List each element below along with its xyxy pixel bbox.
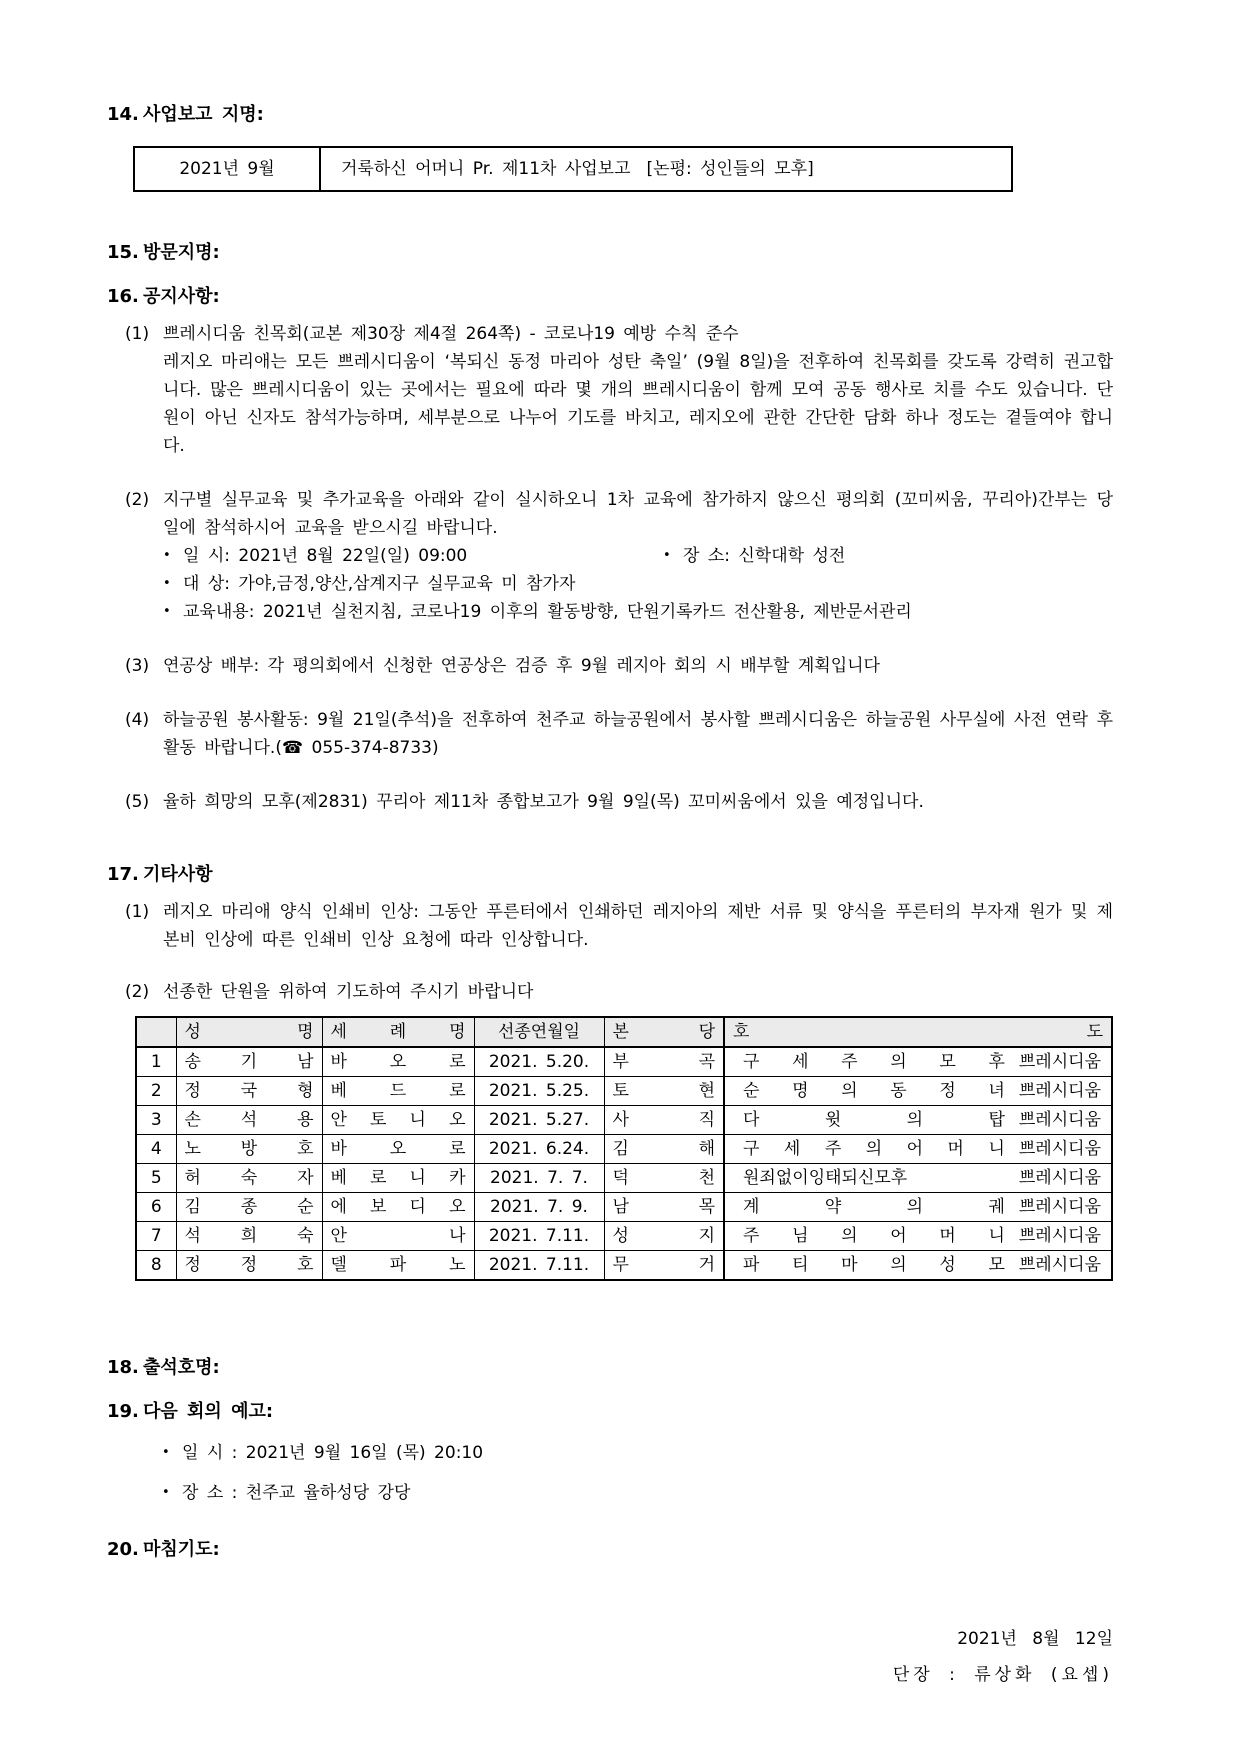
bullet-icon: • [163, 604, 171, 619]
table-row [136, 1077, 1112, 1106]
presidium-cell [724, 1251, 1112, 1281]
presidium-wrap [733, 1106, 1103, 1134]
baptismal-name: 안 토 니 오 [322, 1106, 474, 1135]
report-month-cell: 2021년 9월 [134, 147, 320, 191]
signature-block [107, 1621, 1113, 1693]
section-title: 사업보고 지명: [143, 104, 264, 125]
section-number: 20. [107, 1539, 139, 1560]
section-title: 다음 회의 예고: [143, 1401, 274, 1422]
presidium-unit-label: 쁘레시디움 [1018, 1168, 1101, 1188]
baptismal-name: 델 파 노 [322, 1251, 474, 1281]
bullet-icon: • [162, 1485, 170, 1500]
presidium-unit-label: 쁘레시디움 [1018, 1110, 1101, 1130]
section-number: 17. [107, 864, 139, 885]
section-17-heading [107, 860, 1113, 890]
death-date: 2021. 7.11. [474, 1222, 604, 1251]
death-date: 2021. 5.27. [474, 1106, 604, 1135]
notice-item-2 [125, 486, 1113, 626]
presidium-title: 순 명 의 동 정 녀 [743, 1081, 1005, 1101]
presidium-cell [724, 1193, 1112, 1222]
section-16-heading [107, 282, 1113, 312]
section-title: 출석호명: [143, 1357, 220, 1378]
section-title: 기타사항 [143, 864, 213, 885]
member-name: 송 기 남 [176, 1047, 322, 1077]
row-number: 5 [136, 1164, 176, 1193]
member-name: 노 방 호 [176, 1135, 322, 1164]
section-number: 18. [107, 1357, 139, 1378]
presidium-title: 파 티 마 의 성 모 [743, 1255, 1005, 1275]
parish-name: 부 곡 [604, 1047, 724, 1077]
item-title-line: 쁘레시디움 친목회(교본 제30장 제4절 264쪽) - 코로나19 예방 수칙 준수 [163, 324, 739, 344]
presidium-unit-label: 쁘레시디움 [1018, 1139, 1101, 1159]
training-target: 대 상: 가야,금정,양산,삼계지구 실무교육 미 참가자 [183, 574, 576, 594]
parish-name: 토 현 [604, 1077, 724, 1106]
section-19-heading [107, 1397, 1113, 1427]
signer-line: 단장 : 류상화 (요셉) [892, 1665, 1113, 1685]
presidium-cell [724, 1047, 1112, 1077]
item-body: 연공상 배부: 각 평의회에서 신청한 연공상은 검증 후 9월 레지아 회의 시 배부할 계획입니다 [163, 656, 880, 676]
meeting-datetime: 일 시: 2021년 8월 22일(일) 09:00 [183, 546, 468, 566]
item-body: 율하 희망의 모후(제2831) 꾸리아 제11차 종합보고가 9월 9일(목) 꼬미씨움에서 있을 예정입니다. [163, 792, 924, 812]
death-date: 2021. 5.25. [474, 1077, 604, 1106]
row-number: 6 [136, 1193, 176, 1222]
section-title: 방문지명: [143, 242, 220, 263]
presidium-wrap [733, 1048, 1103, 1076]
bullet-line-3 [163, 598, 1113, 626]
table-row [134, 147, 1012, 191]
death-date: 2021. 5.20. [474, 1047, 604, 1077]
member-name: 정 국 형 [176, 1077, 322, 1106]
parish-name: 성 지 [604, 1222, 724, 1251]
notice-item-4 [125, 706, 1113, 762]
table-row [136, 1164, 1112, 1193]
section-20-heading [107, 1535, 1113, 1565]
notice-item-5 [125, 788, 1113, 816]
row-number: 7 [136, 1222, 176, 1251]
bullet-icon: • [163, 548, 171, 563]
row-number: 8 [136, 1251, 176, 1281]
item-body: 레지오 마리애는 모든 쁘레시디움이 ‘복되신 동정 마리아 성탄 축일’ (9월 8일)을 전후하여 친목회를 갖도록 강력히 권고합니다. 많은 쁘레시디움이 있는 곳에서는 필요에 따라 몇 개의 쁘레시디움이 함께 모여 공동 행사로 치를 수도 있습니다. 단원이 아닌 신자도 참석가능하며, 세부분으로 나누어 기도를 바치고, 레지오에 관한 간단한 담화 하나 정도는 곁들여야 합니다. [163, 352, 1113, 456]
presidium-cell [724, 1077, 1112, 1106]
parish-name: 무 거 [604, 1251, 724, 1281]
item-marker: (1) [125, 324, 150, 344]
baptismal-name: 베 로 니 카 [322, 1164, 474, 1193]
section-18-heading [107, 1353, 1113, 1383]
parish-name: 김 해 [604, 1135, 724, 1164]
section-number: 19. [107, 1401, 139, 1422]
presidium-unit-label: 쁘레시디움 [1018, 1052, 1101, 1072]
row-number: 3 [136, 1106, 176, 1135]
business-report-table [133, 146, 1013, 192]
meeting-place: 장 소: 신학대학 성전 [683, 546, 846, 566]
member-name: 허 숙 자 [176, 1164, 322, 1193]
presidium-title: 다 윗 의 탑 [743, 1110, 1005, 1130]
presidium-unit-label: 쁘레시디움 [1018, 1255, 1101, 1275]
header-number [136, 1017, 176, 1047]
presidium-wrap [733, 1135, 1103, 1163]
item-marker: (3) [125, 656, 150, 676]
misc-item-1 [125, 898, 1113, 954]
item-marker: (2) [125, 982, 150, 1002]
presidium-wrap [733, 1193, 1103, 1221]
section-15-heading [107, 238, 1113, 268]
presidium-wrap [733, 1077, 1103, 1105]
presidium-wrap [733, 1164, 1103, 1192]
presidium-title: 계 약 의 궤 [743, 1197, 1005, 1217]
baptismal-name: 안 나 [322, 1222, 474, 1251]
presidium-unit-label: 쁘레시디움 [1018, 1081, 1101, 1101]
parish-name: 사 직 [604, 1106, 724, 1135]
next-meeting-place: 장 소 : 천주교 율하성당 강당 [182, 1483, 411, 1503]
row-number: 4 [136, 1135, 176, 1164]
bullet-icon: • [663, 548, 671, 563]
bullet-pair-right [663, 542, 1113, 570]
header-baptismal: 세 례 명 [322, 1017, 474, 1047]
death-date: 2021. 7. 7. [474, 1164, 604, 1193]
presidium-cell [724, 1135, 1112, 1164]
next-meeting-datetime-row [162, 1439, 1113, 1467]
section-title: 마침기도: [143, 1539, 220, 1560]
header-presidium: 호 도 [724, 1017, 1112, 1047]
next-meeting-place-row [162, 1479, 1113, 1507]
death-date: 2021. 7.11. [474, 1251, 604, 1281]
section-number: 15. [107, 242, 139, 263]
baptismal-name: 바 오 로 [322, 1135, 474, 1164]
table-row [136, 1135, 1112, 1164]
header-name: 성 명 [176, 1017, 322, 1047]
item-text [163, 320, 1113, 460]
next-meeting-datetime: 일 시 : 2021년 9월 16일 (목) 20:10 [182, 1443, 484, 1463]
member-name: 손 석 용 [176, 1106, 322, 1135]
bullet-line-2 [163, 570, 1113, 598]
deceased-members-table [135, 1016, 1113, 1281]
item-marker: (4) [125, 710, 150, 730]
notice-item-3 [125, 652, 1113, 680]
report-title: 거룩하신 어머니 Pr. 제11차 사업보고 [341, 159, 631, 179]
presidium-wrap [733, 1222, 1103, 1250]
notice-item-1 [125, 320, 1113, 460]
member-name: 정 정 호 [176, 1251, 322, 1281]
bullet-line-1 [163, 542, 1113, 570]
item-marker: (5) [125, 792, 150, 812]
table-header-row [136, 1017, 1112, 1047]
item-marker: (2) [125, 490, 150, 510]
document-date: 2021년 8월 12일 [957, 1629, 1113, 1649]
baptismal-name: 베 드 로 [322, 1077, 474, 1106]
member-name: 김 종 순 [176, 1193, 322, 1222]
item-body: 선종한 단원을 위하여 기도하여 주시기 바랍니다 [163, 982, 534, 1002]
item-body: 하늘공원 봉사활동: 9월 21일(추석)을 전후하여 천주교 하늘공원에서 봉사할 쁘레시디움은 하늘공원 사무실에 사전 연락 후 활동 바랍니다.(☎ 055-374-8733) [163, 710, 1113, 758]
item-body: 레지오 마리애 양식 인쇄비 인상: 그동안 푸른터에서 인쇄하던 레지아의 제반 서류 및 양식을 푸른터의 부자재 원가 및 제본비 인상에 따른 인쇄비 인상 요청에 따라 인상합니다. [163, 902, 1113, 950]
presidium-unit-label: 쁘레시디움 [1018, 1197, 1101, 1217]
section-title: 공지사항: [143, 286, 220, 307]
bullet-icon: • [163, 576, 171, 591]
parish-name: 남 목 [604, 1193, 724, 1222]
report-description-cell [320, 147, 1012, 191]
death-date: 2021. 6.24. [474, 1135, 604, 1164]
parish-name: 덕 천 [604, 1164, 724, 1193]
table-row [136, 1106, 1112, 1135]
table-row [136, 1222, 1112, 1251]
item-body: 지구별 실무교육 및 추가교육을 아래와 같이 실시하오니 1차 교육에 참가하지 않으신 평의회 (꼬미씨움, 꾸리아)간부는 당일에 참석하시어 교육을 받으시길 바랍니다. [163, 490, 1113, 538]
misc-item-2 [125, 978, 1113, 1006]
presidium-cell [724, 1106, 1112, 1135]
member-name: 석 희 숙 [176, 1222, 322, 1251]
row-number: 2 [136, 1077, 176, 1106]
section-number: 16. [107, 286, 139, 307]
presidium-title: 구 세 주 의 어 머 니 [743, 1139, 1005, 1159]
bullet-icon: • [162, 1445, 170, 1460]
presidium-cell [724, 1222, 1112, 1251]
baptismal-name: 에 보 디 오 [322, 1193, 474, 1222]
bullet-pair-left [163, 542, 663, 570]
presidium-title: 원죄없이잉태되신모후 [743, 1168, 908, 1188]
item-marker: (1) [125, 902, 150, 922]
report-note: [논평: 성인들의 모후] [646, 159, 814, 179]
header-parish: 본 당 [604, 1017, 724, 1047]
table-row [136, 1047, 1112, 1077]
presidium-title: 구 세 주 의 모 후 [743, 1052, 1005, 1072]
table-row [136, 1251, 1112, 1281]
presidium-cell [724, 1164, 1112, 1193]
presidium-title: 주 님 의 어 머 니 [743, 1226, 1005, 1246]
section-14-heading [107, 100, 1113, 130]
presidium-wrap [733, 1251, 1103, 1279]
item-text [163, 486, 1113, 626]
header-death-date: 선종연월일 [474, 1017, 604, 1047]
section-number: 14. [107, 104, 139, 125]
presidium-unit-label: 쁘레시디움 [1018, 1226, 1101, 1246]
row-number: 1 [136, 1047, 176, 1077]
table-row [136, 1193, 1112, 1222]
baptismal-name: 바 오 로 [322, 1047, 474, 1077]
training-content: 교육내용: 2021년 실천지침, 코로나19 이후의 활동방향, 단원기록카드 전산활용, 제반문서관리 [183, 602, 912, 622]
death-date: 2021. 7. 9. [474, 1193, 604, 1222]
